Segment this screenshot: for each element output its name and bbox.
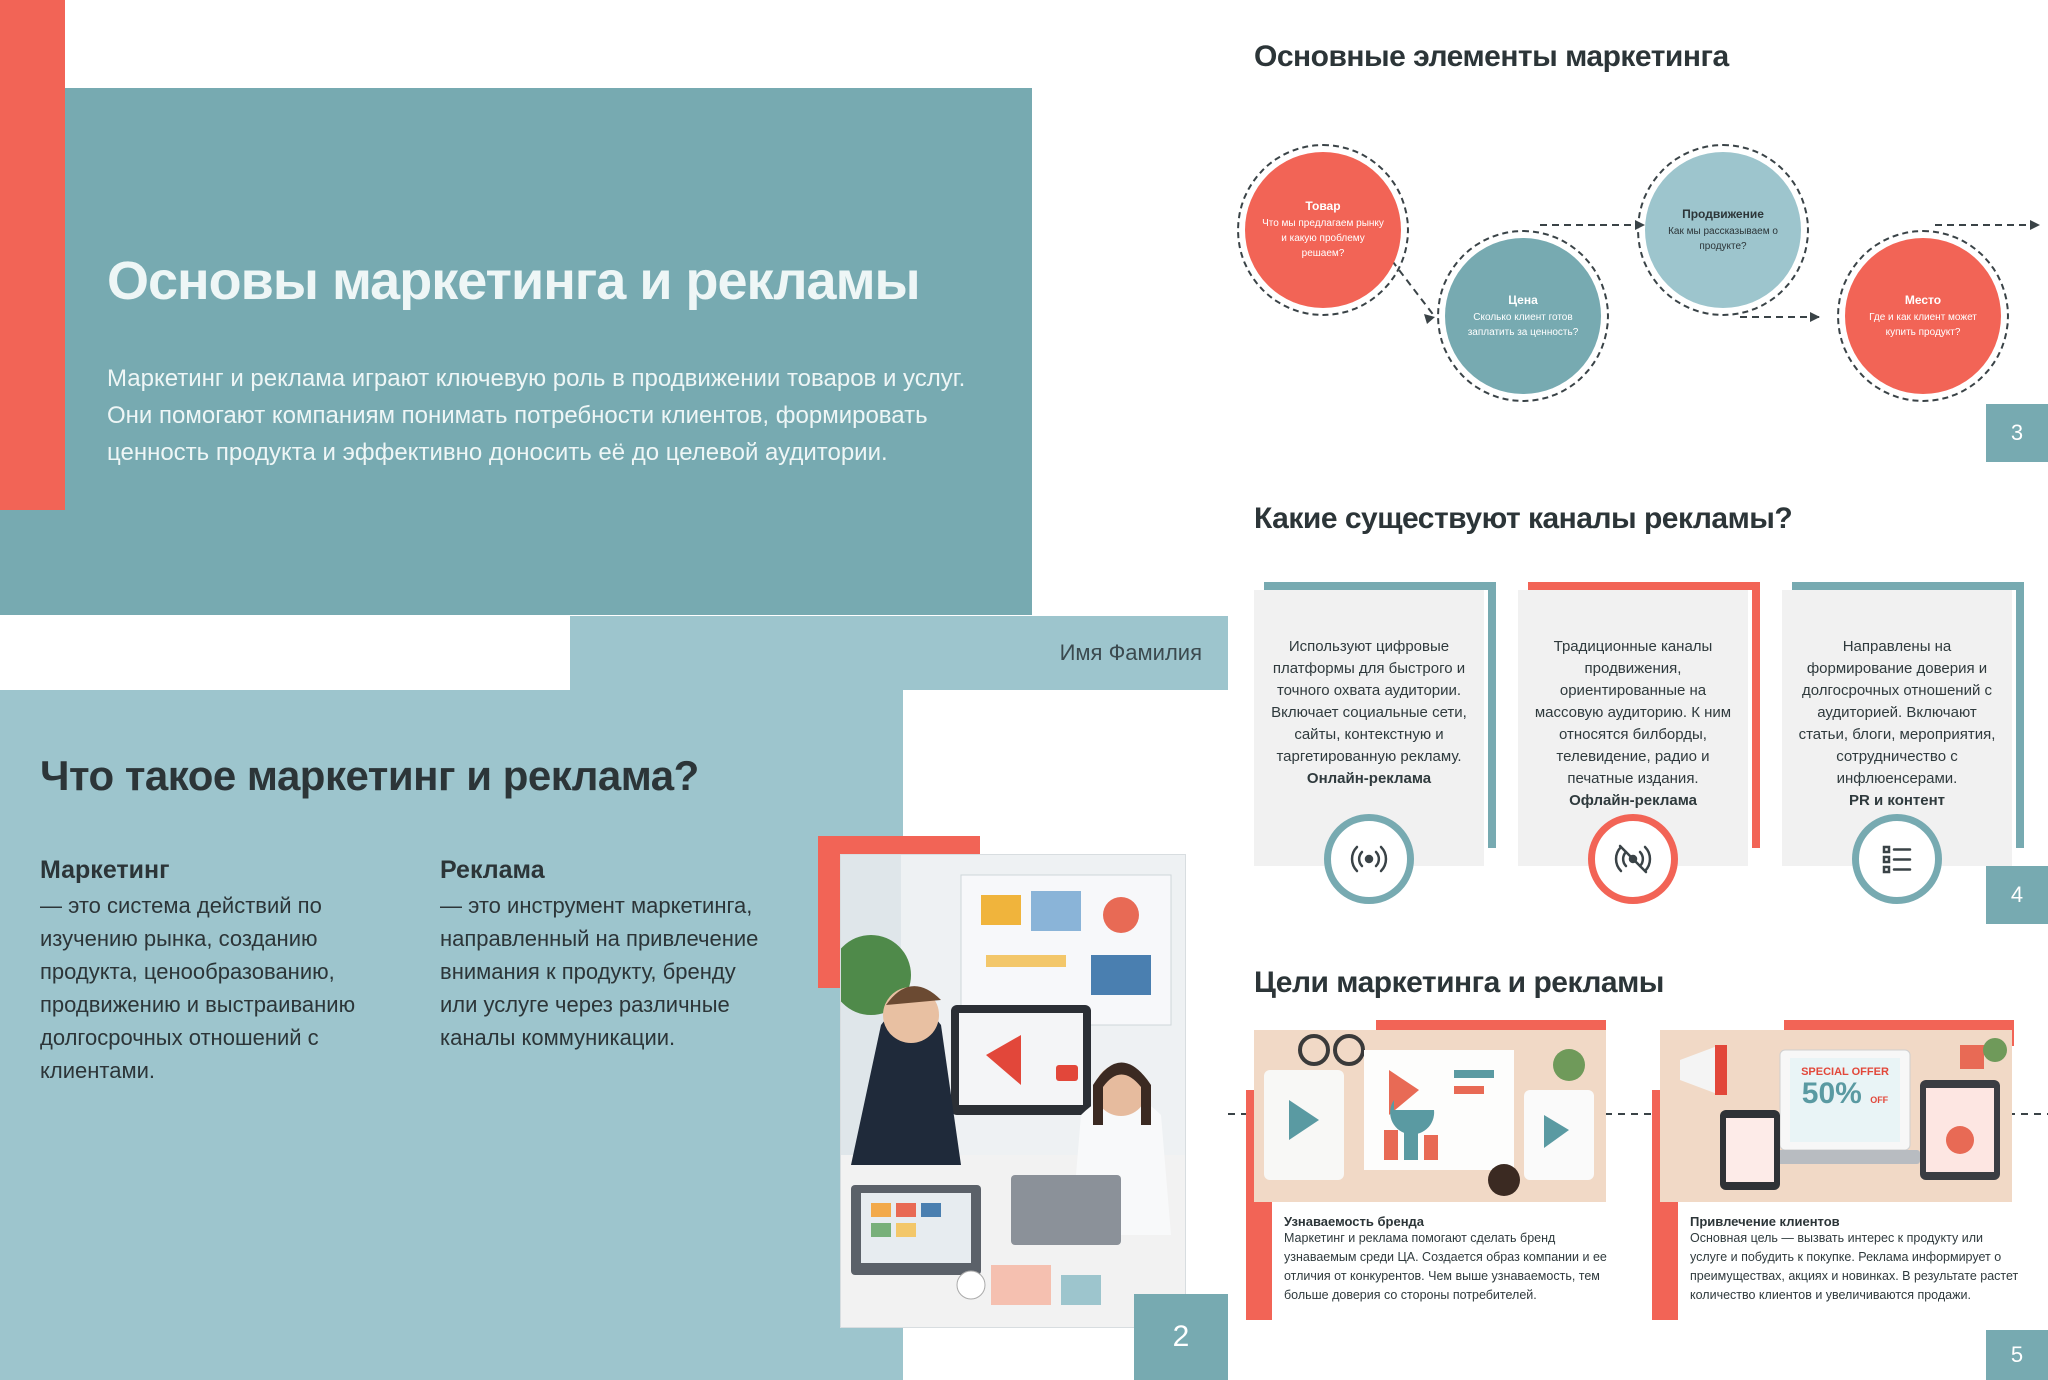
slide5-title: Цели маркетинга и рекламы [1254, 966, 1664, 999]
goal-client-attraction [1690, 1214, 2020, 1305]
author-name: Имя Фамилия [1059, 640, 1202, 665]
channel-label: Офлайн-реклама [1569, 792, 1697, 809]
element-title: Цена [1508, 292, 1538, 307]
channel-text: Направлены на формирование доверия и долгосрочных отношений с аудиторией. Включают статьи, блоги, мероприятия, сотрудничество с инфлюенсерами. [1798, 638, 1996, 787]
channel-label: PR и контент [1848, 792, 1946, 809]
element-text: Как мы рассказываем о продукте? [1668, 225, 1778, 252]
element-text: Где и как клиент может купить продукт? [1869, 311, 1977, 338]
channel-text: Традиционные каналы продвижения, ориентированные на массовую аудиторию. К ним относятся билборды, телевидение, радио и печатные издания. [1534, 638, 1732, 787]
slide5-page-number: 5 [1986, 1330, 2048, 1380]
offer-value: 50% [1801, 1077, 1862, 1110]
goal-text: Маркетинг и реклама помогают сделать бренд узнаваемым среди ЦА. Создается образ компании и ее отличия от конкурентов. Чем выше узнаваемость, тем больше доверия со стороны потребителей. [1284, 1231, 1607, 1302]
advertising-definition [440, 856, 770, 1054]
slide4-page-number: 4 [1986, 866, 2048, 924]
broadcast-icon [1324, 814, 1414, 904]
advertising-text: — это инструмент маркетинга, направленный на привлечение внимания к продукту, бренду или услуге через различные каналы коммуникации. [440, 893, 759, 1050]
channel-label: Онлайн-реклама [1306, 770, 1432, 787]
slide1-red-accent [0, 0, 65, 510]
office-marketing-photo [840, 854, 1186, 1328]
element-text: Что мы предлагаем рынку и какую проблему решаем? [1262, 218, 1384, 259]
client-attraction-image [1660, 1030, 2012, 1202]
slide1-background [0, 88, 1032, 615]
element-circle-price [1437, 230, 1609, 402]
marketing-definition [40, 856, 380, 1087]
slide2-page-number: 2 [1134, 1294, 1228, 1380]
slide3-page-number: 3 [1986, 404, 2048, 462]
brand-awareness-image [1254, 1030, 1606, 1202]
offer-off: OFF [1870, 1095, 1889, 1105]
broadcast-off-icon [1588, 814, 1678, 904]
slide3-title: Основные элементы маркетинга [1254, 40, 1729, 73]
channel-text: Используют цифровые платформы для быстрого и точного охвата аудитории. Включает социальные сети, сайты, контекстную и таргетированную рекламу. [1271, 638, 1467, 765]
slide1-title: Основы маркетинга и рекламы [107, 251, 920, 311]
element-circle-place [1837, 230, 2009, 402]
slide4-title: Какие существуют каналы рекламы? [1254, 502, 1793, 535]
special-offer-banner [1790, 1058, 1900, 1116]
slide2-title: Что такое маркетинг и реклама? [40, 752, 699, 799]
element-title: Продвижение [1682, 206, 1764, 221]
element-title: Место [1904, 292, 1942, 307]
list-icon [1852, 814, 1942, 904]
marketing-heading: Маркетинг [40, 856, 170, 884]
offer-badge: SPECIAL OFFER [1801, 1066, 1889, 1078]
marketing-text: — это система действий по изучению рынка, созданию продукта, ценообразованию, продвижению и выстраиванию долгосрочных отношений с клиентами. [40, 893, 356, 1083]
advertising-heading: Реклама [440, 856, 545, 884]
element-title: Товар [1305, 199, 1341, 213]
goal-title: Узнаваемость бренда [1284, 1214, 1425, 1229]
goal-text: Основная цель — вызвать интерес к продукту или услуге и побудить к покупке. Реклама информирует о преимуществах, акциях и новинках. В результате растет количество клиентов и увеличиваются продажи. [1690, 1231, 2019, 1302]
goal-title: Привлечение клиентов [1690, 1214, 1840, 1229]
element-circle-promotion [1637, 144, 1809, 316]
element-text: Сколько клиент готов заплатить за ценность? [1467, 311, 1579, 338]
goal-brand-awareness [1284, 1214, 1614, 1305]
element-circle-product [1237, 144, 1409, 316]
slide1-text: Маркетинг и реклама играют ключевую роль в продвижении товаров и услуг. Они помогают компаниям понимать потребности клиентов, формировать ценность продукта и эффективно доносить её до целевой аудитории. [107, 365, 966, 466]
